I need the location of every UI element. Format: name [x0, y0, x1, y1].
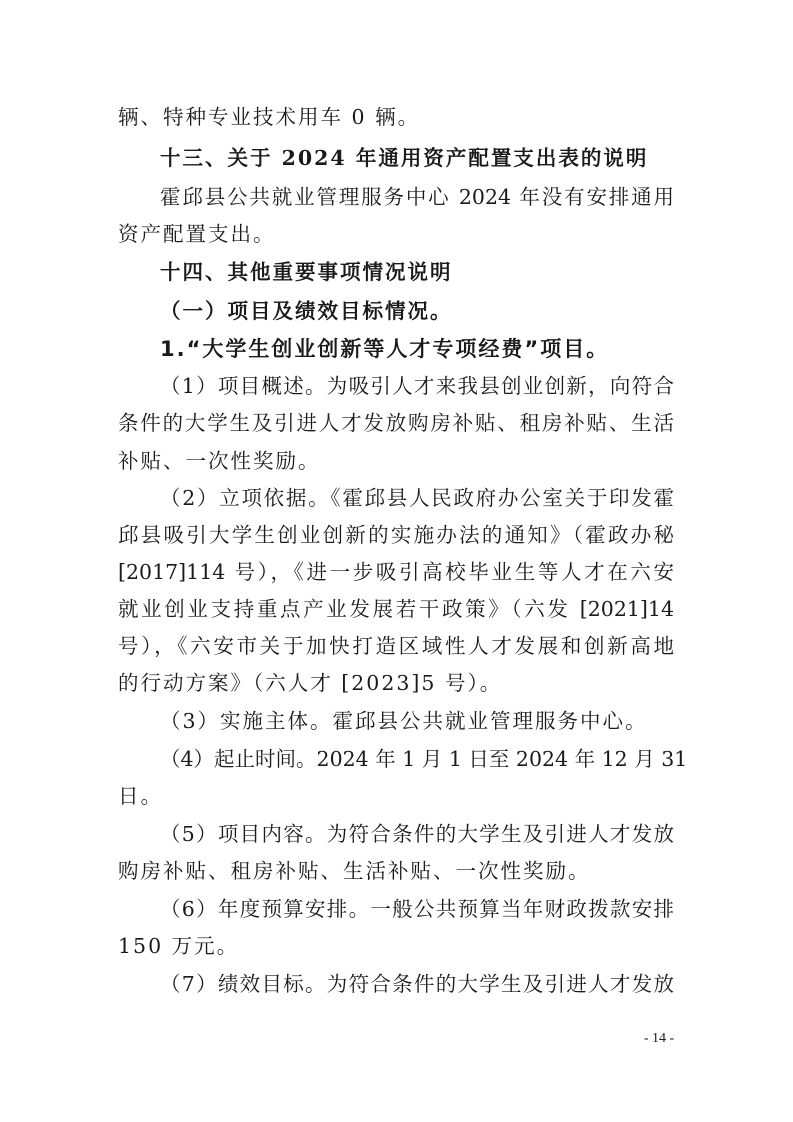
- body-text-line: 补贴、一次性奖励。: [118, 449, 321, 473]
- project-heading: 1.“大学生创业创新等人才专项经费”项目。: [160, 337, 610, 361]
- subsection-heading: （一）项目及绩效目标情况。: [160, 299, 453, 323]
- body-text-line: 辆、特种专业技术用车 0 辆。: [118, 105, 421, 129]
- body-text-line: 150 万元。: [118, 934, 240, 958]
- body-text-line: 霍邱县公共就业管理服务中心 2024 年没有安排通用: [160, 185, 674, 209]
- body-text-line: 的行动方案》（六人才 [2023]5 号）。: [118, 671, 503, 695]
- body-text-line: 条件的大学生及引进人才发放购房补贴、租房补贴、生活: [118, 411, 674, 435]
- body-text-line: 日。: [118, 784, 163, 808]
- page-number: - 14 -: [643, 1031, 675, 1046]
- body-text-line: 就业创业支持重点产业发展若干政策》（六发 [2021]14: [118, 597, 674, 621]
- body-text-line: （2）立项依据。《霍邱县人民政府办公室关于印发霍: [160, 486, 674, 510]
- body-text-line: （6）年度预算安排。一般公共预算当年财政拨款安排: [160, 897, 674, 921]
- body-text-line: 邱县吸引大学生创业创新的实施办法的通知》（霍政办秘: [118, 523, 674, 547]
- section-heading-13: 十三、关于 2024 年通用资产配置支出表的说明: [160, 146, 649, 170]
- body-text-line: （5）项目内容。为符合条件的大学生及引进人才发放: [160, 822, 674, 846]
- body-text-line: 购房补贴、租房补贴、生活补贴、一次性奖励。: [118, 859, 591, 883]
- body-text-line: [2017]114 号），《进一步吸引高校毕业生等人才在六安: [118, 560, 674, 584]
- body-text-line: （1）项目概述。为吸引人才来我县创业创新，向符合: [160, 374, 674, 398]
- section-heading-14: 十四、其他重要事项情况说明: [160, 260, 453, 284]
- body-text-line: 号），《六安市关于加快打造区域性人才发展和创新高地: [118, 634, 674, 658]
- body-text-line: 资产配置支出。: [118, 222, 276, 246]
- body-text-line: （4）起止时间。2024 年 1 月 1 日至 2024 年 12 月 31: [160, 747, 688, 771]
- body-text-line: （7）绩效目标。为符合条件的大学生及引进人才发放: [160, 972, 674, 996]
- body-text-line: （3）实施主体。霍邱县公共就业管理服务中心。: [160, 709, 648, 733]
